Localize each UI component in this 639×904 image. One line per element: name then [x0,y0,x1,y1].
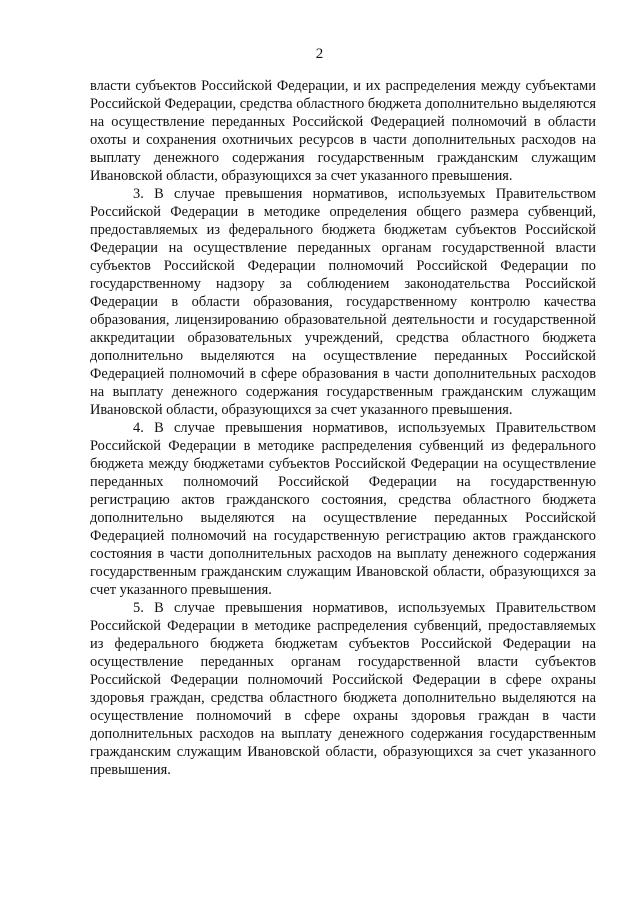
paragraph-item-4: 4. В случае превышения нормативов, используемых Правительством Российской Федерации в методике распределения субвенций из федерального бюджета между бюджетами субъектов Российской Федерации на осуществление переданных полномочий Российской Федерации на государственную регистрацию актов гражданского состояния, средства областного бюджета дополнительно выделяются на осуществление переданных Российской Федерацией полномочий на государственную регистрацию актов гражданского состояния в части дополнительных расходов на выплату денежного содержания государственным гражданским служащим Ивановской области, образующихся за счет указанного превышения. [90,420,596,598]
page-number: 2 [315,46,324,62]
paragraph-item-3: 3. В случае превышения нормативов, используемых Правительством Российской Федерации в методике определения общего размера субвенций, предоставляемых из федерального бюджета бюджетам субъектов Российской Федерации на осуществление переданных органам государственной власти субъектов Российской Федерации полномочий Российской Федерации по государственному надзору за соблюдением законодательства Российской Федерации в области образования, государственному контролю качества образования, лицензированию образовательной деятельности и государственной аккредитации образовательных учреждений, средства областного бюджета дополнительно выделяются на осуществление переданных Российской Федерацией полномочий в сфере образования в части дополнительных расходов на выплату денежного содержания государственным гражданским служащим Ивановской области, образующихся за счет указанного превышения. [90,186,596,418]
document-body [90,77,596,779]
paragraph-item-5: 5. В случае превышения нормативов, используемых Правительством Российской Федерации в методике распределения субвенций, предоставляемых из федерального бюджета бюджетам субъектов Российской Федерации на осуществление переданных органам государственной власти субъектов Российской Федерации полномочий Российской Федерации в сфере охраны здоровья граждан, средства областного бюджета дополнительно выделяются на осуществление полномочий в сфере охраны здоровья граждан в части дополнительных расходов на выплату денежного содержания государственным гражданским служащим Ивановской области, образующихся за счет указанного превышения. [90,600,596,778]
paragraph-continuation: власти субъектов Российской Федерации, и их распределения между субъектами Российской Федерации, средства областного бюджета дополнительно выделяются на осуществление переданных Российской Федерацией полномочий в области охоты и сохранения охотничьих ресурсов в части дополнительных расходов на выплату денежного содержания государственным гражданским служащим Ивановской области, образующихся за счет указанного превышения. [90,78,596,184]
